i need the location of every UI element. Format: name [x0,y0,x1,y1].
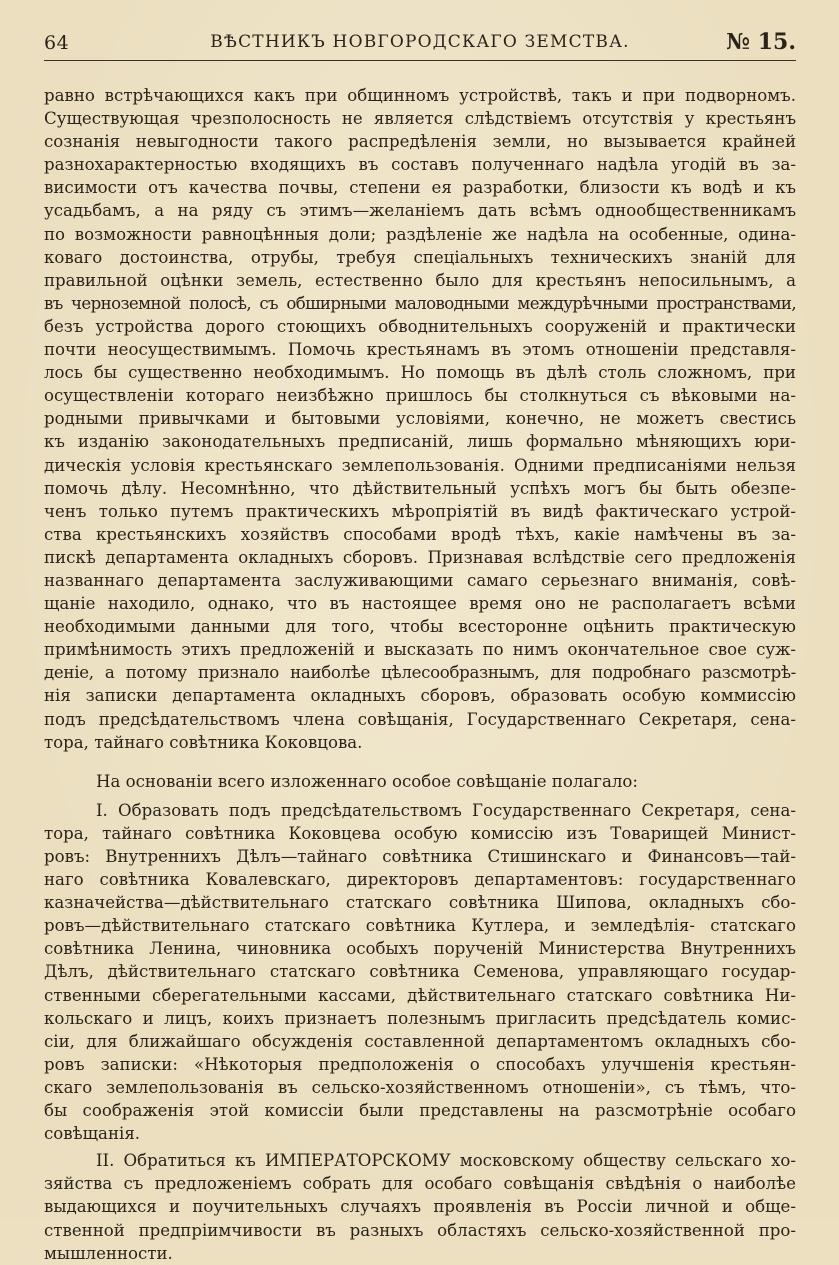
text-line: висимости отъ качества почвы, степени ея разработки, близости къ водѣ и къ [44,178,796,198]
text-line: названнаго департамента заслуживающими самаго серьезнаго вниманія, совѣ- [44,570,796,590]
text-line: сіи, для ближайшаго обсужденія составленной департаментомъ окладныхъ сбо- [44,1031,796,1051]
text-line: Дѣлъ, дѣйствительнаго статскаго совѣтника Семенова, управляющаго государ- [44,962,796,982]
paragraph-1 [44,84,796,754]
text-line: выдающихся и поучительныхъ случаяхъ проявленія въ Россіи личной и обще- [44,1197,796,1217]
body-text [44,84,796,1265]
text-line: щаніе находило, однако, что въ настоящее время оно не располагаетъ всѣми [44,594,796,614]
text-line: къ изданію законодательныхъ предписаній, лишь формально мѣняющихъ юри- [44,432,796,452]
text-line: мышленности. [44,1243,173,1263]
text-line: кольскаго и лицъ, коихъ признаетъ полезнымъ пригласить предсѣдатель комис- [44,1008,796,1028]
text-line: ровъ записки: «Нѣкоторыя предположенія о способахъ улучшенія крестьян- [44,1054,796,1074]
text-line: лось бы существенно необходимымъ. Но помощь въ дѣлѣ столь сложномъ, при [44,363,796,383]
text-line: пискѣ департамента окладныхъ сборовъ. Признавая вслѣдствіе сего предложенія [44,547,796,567]
text-line: сознанія невыгодности такого распредѣленія земли, но вызывается крайней [44,132,796,152]
text-line: нія записки департамента окладныхъ сборовъ, образовать особую коммиссію [44,686,796,706]
text-line: ченъ только путемъ практическихъ мѣропріятій въ видѣ фактическаго устрой- [44,501,796,521]
paragraph-2 [44,770,796,793]
text-line: казначейства—дѣйствительнаго статскаго совѣтника Шипова, окладныхъ сбо- [44,893,796,913]
paragraph-3 [44,799,796,1145]
text-line: скаго землепользованія въ сельско-хозяйственномъ отношеніи», съ тѣмъ, что- [44,1077,796,1097]
text-line: въ черноземной полосѣ, съ обширными маловодными междурѣчными пространствами, [44,293,796,313]
text-line: подъ предсѣдательствомъ члена совѣщанія, Государственнаго Секретаря, сена- [44,709,796,729]
running-title: ВѢСТНИКЪ НОВГОРОДСКАГО ЗЕМСТВА. [210,32,630,52]
text-line: зяйства съ предложеніемъ собрать для особаго совѣщанія свѣдѣнія о наиболѣе [44,1174,796,1194]
header-rule [44,60,796,61]
text-line: бы соображенія этой комиссіи были представлены на разсмотрѣніе особаго [44,1101,796,1121]
text-line: I. Образовать подъ предсѣдательствомъ Государственнаго Секретаря, сена- [96,800,796,820]
text-line: безъ устройства дорого стоющихъ обводнительныхъ сооруженій и практически [44,316,796,336]
text-line: равно встрѣчающихся какъ при общинномъ устройствѣ, такъ и при подворномъ. [44,86,796,105]
text-line: деніе, а потому признало наиболѣе цѣлесообразнымъ, для подробнаго разсмотрѣ- [44,663,796,683]
text-line: примѣнимость этихъ предложеній и высказать по нимъ окончательное свое суж- [44,640,796,660]
text-line: коваго достоинства, отрубы, требуя спеціальныхъ техническихъ знаній для [44,247,796,267]
text-line: На основаніи всего изложеннаго особое совѣщаніе полагало: [96,771,638,791]
text-line: тора, тайнаго совѣтника Коковцова. [44,732,363,752]
text-line: правильной оцѣнки земель, естественно было для крестьянъ непосильнымъ, а [44,270,796,290]
page-number: 64 [44,32,70,54]
text-line: разнохарактерностью входящихъ въ составъ полученнаго надѣла угодій въ за- [44,155,796,175]
paragraph-4 [44,1149,796,1264]
text-line: ственной предпріимчивости въ разныхъ областяхъ сельско-хозяйственной про- [44,1220,796,1240]
paragraph-gap [44,754,796,770]
text-line: усадьбамъ, а на ряду съ этимъ—желаніемъ дать всѣмъ однообщественникамъ [44,201,796,221]
text-line: по возможности равноцѣнныя доли; раздѣленіе же надѣла на особенные, одина- [44,224,796,244]
text-line: совѣтника Ленина, чиновника особыхъ порученій Министерства Внутреннихъ [44,939,796,959]
text-line: тора, тайнаго совѣтника Коковцева особую комиссію изъ Товарищей Минист- [44,823,796,843]
text-line: помочь дѣлу. Несомнѣнно, что дѣйствительный успѣхъ могъ бы быть обезпе- [44,478,796,498]
text-line: совѣщанія. [44,1124,141,1144]
text-line: II. Обратиться къ ИМПЕРАТОРСКОМУ московскому обществу сельскаго хо- [96,1151,796,1171]
text-line: почти неосуществимымъ. Помочь крестьянамъ въ этомъ отношеніи представля- [44,340,796,360]
text-line: осуществленіи котораго неизбѣжно пришлось бы столкнуться съ вѣковыми на- [44,386,796,406]
issue-number: № 15. [726,29,796,55]
text-line: ственными сберегательными кассами, дѣйствительнаго статскаго совѣтника Ни- [44,985,796,1005]
text-line: Существующая чрезполосность не является слѣдствіемъ отсутствія у крестьянъ [44,109,796,129]
text-line: наго совѣтника Ковалевскаго, директоровъ департаментовъ: государственнаго [44,870,796,890]
text-line: ства крестьянскихъ хозяйствъ способами вродѣ тѣхъ, какіе намѣчены въ за- [44,524,796,544]
text-line: необходимыми данными для того, чтобы всесторонне оцѣнить практическую [44,617,796,637]
text-line: дическія условія крестьянскаго землепользованія. Одними предписаніями нельзя [44,455,796,475]
text-line: ровъ: Внутреннихъ Дѣлъ—тайнаго совѣтника Стишинскаго и Финансовъ—тай- [44,847,796,866]
text-line: родными привычками и бытовыми условіями, конечно, не можетъ свестись [44,409,796,429]
page-header [44,24,796,68]
text-line: ровъ—дѣйствительнаго статскаго совѣтника Кутлера, и земледѣлія- статскаго [44,916,796,936]
